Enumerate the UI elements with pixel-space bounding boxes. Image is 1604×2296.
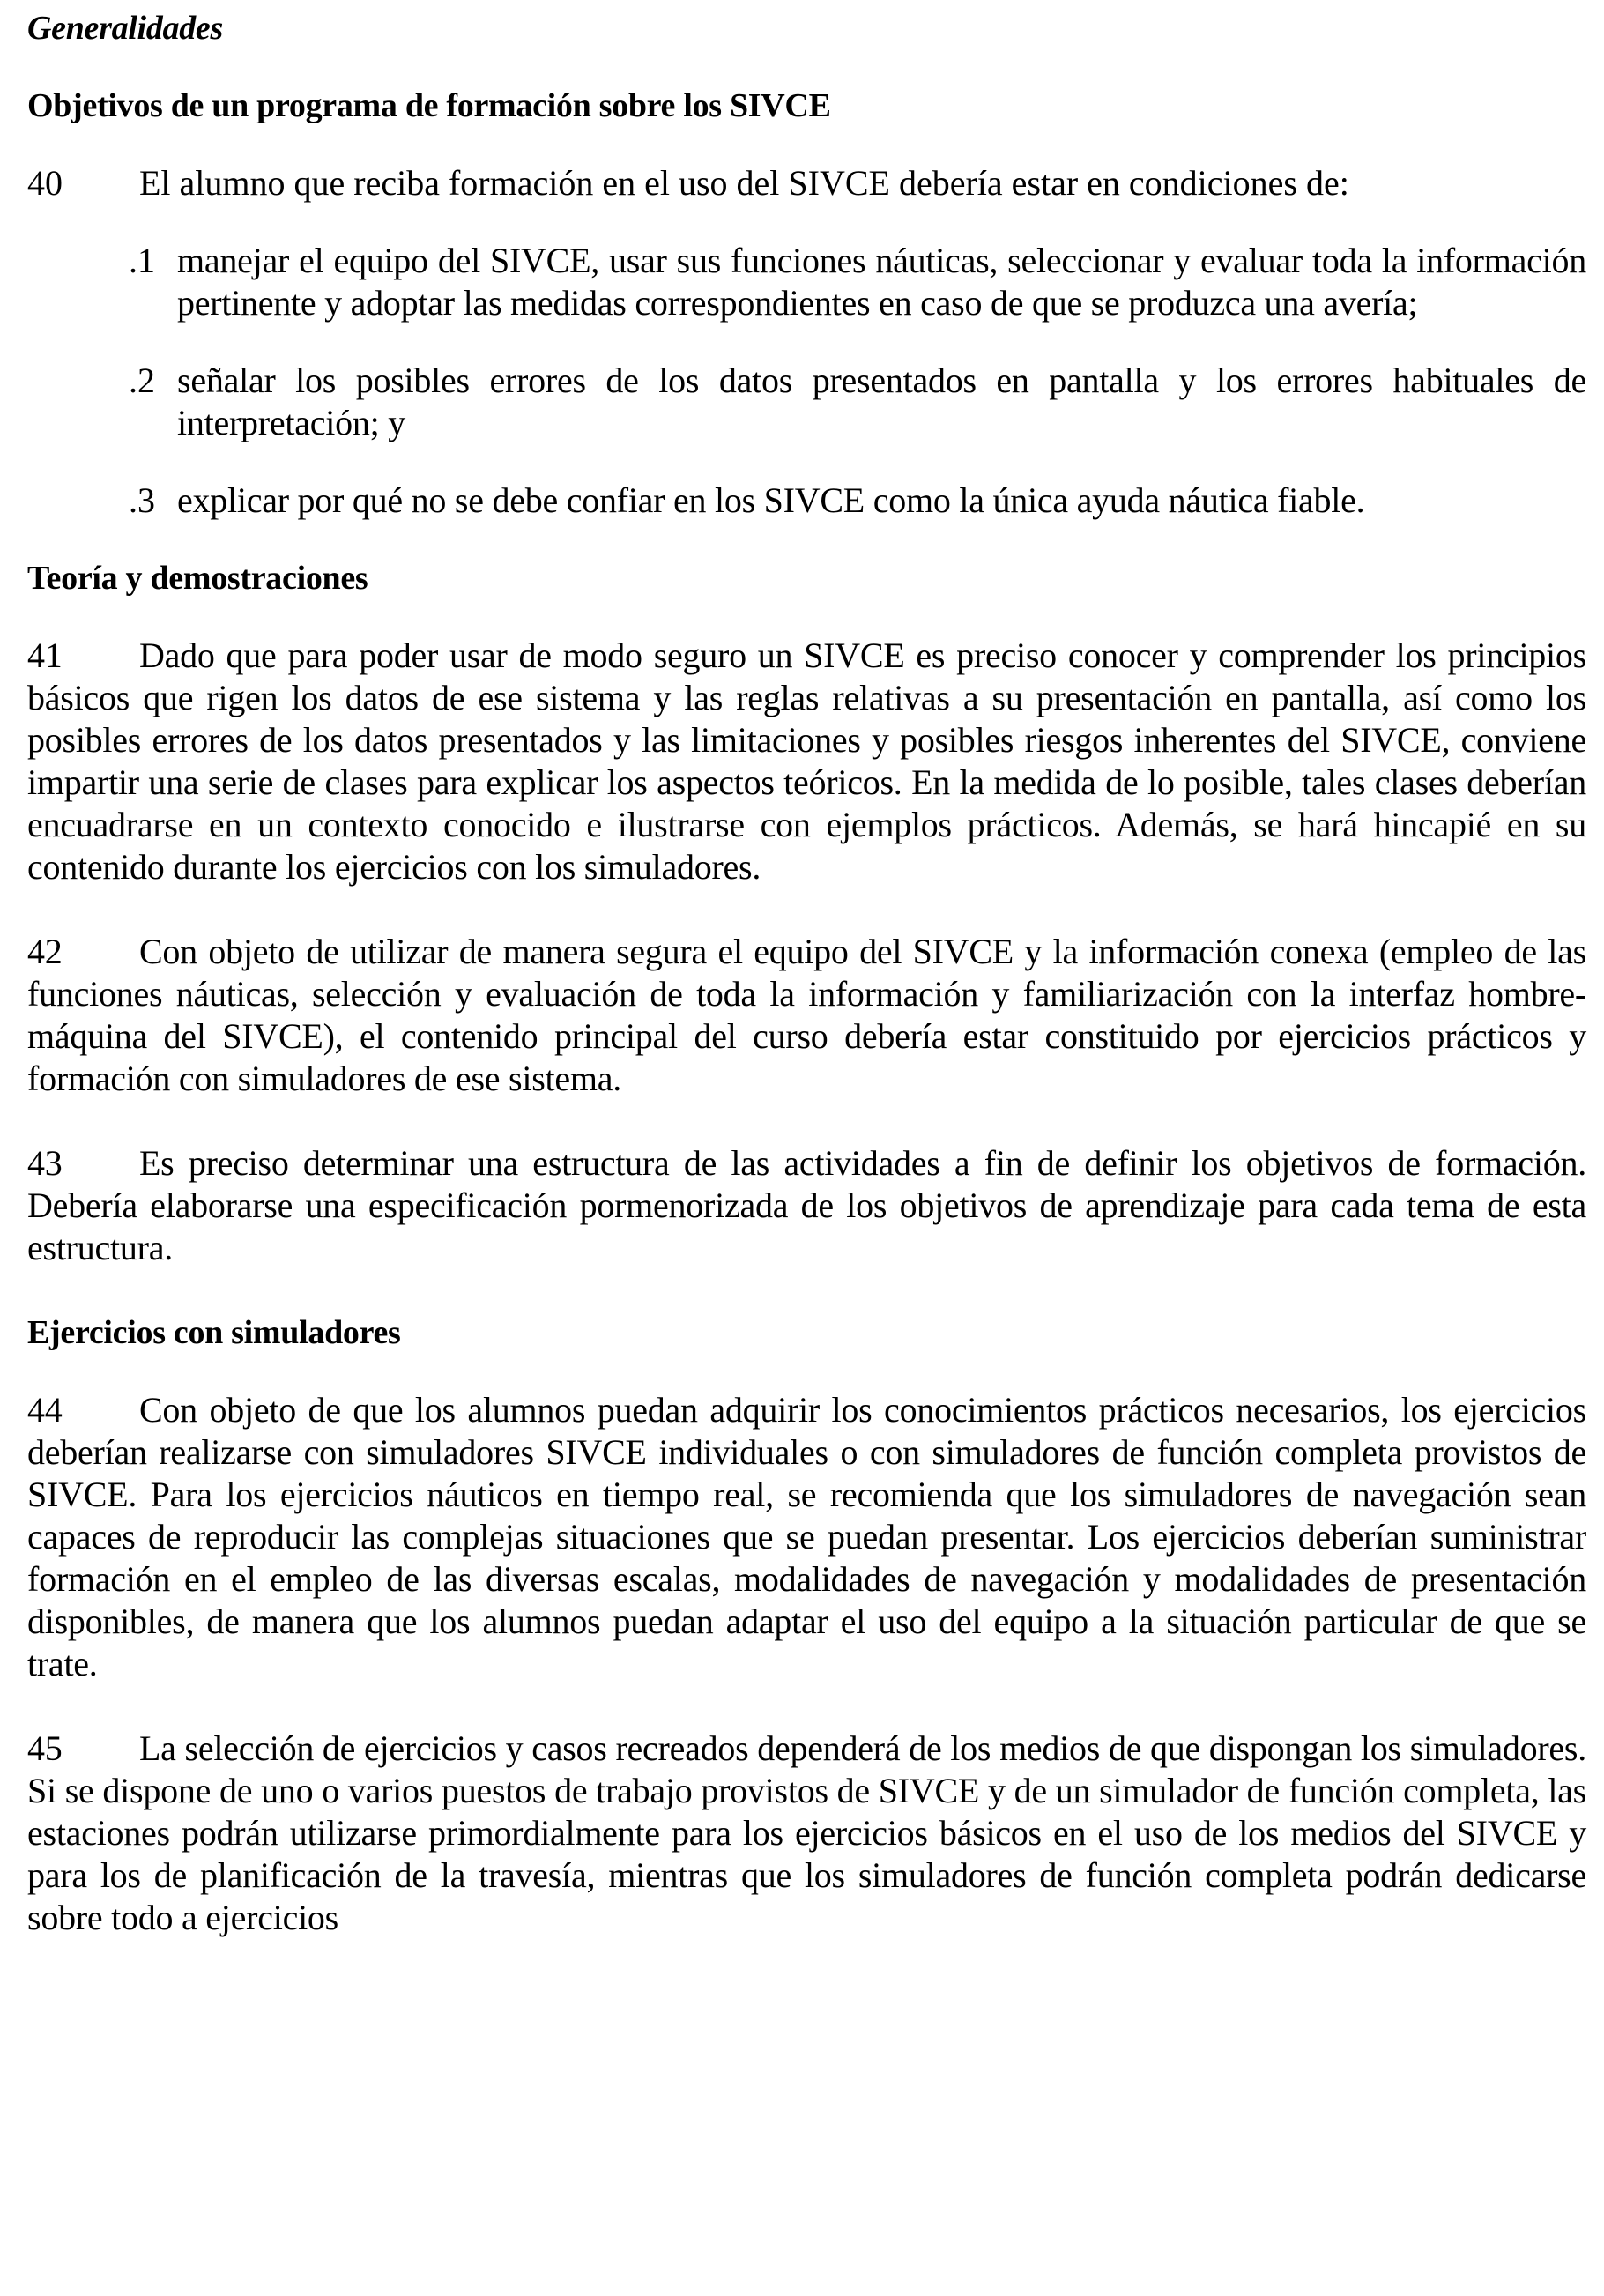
paragraph-number: 42	[27, 932, 63, 971]
paragraph-number: 41	[27, 635, 63, 675]
paragraph-41	[27, 635, 1586, 888]
list-item-3	[27, 479, 1586, 522]
paragraph-text: Con objeto de que los alumnos puedan adquirir los conocimientos prácticos necesarios, los ejercicios deberían realizarse con simuladores SIVCE individuales o con simuladores de función completa provistos de SIVCE. Para los ejercicios náuticos en tiempo real, se recomienda que los simuladores de navegación sean capaces de reproducir las complejas situaciones que se puedan presentar. Los ejercicios deberían suministrar formación en el empleo de las diversas escalas, modalidades de navegación y modalidades de presentación disponibles, de manera que los alumnos puedan adaptar el uso del equipo a la situación particular de que se trate.	[27, 1390, 1586, 1683]
heading-objetivos: Objetivos de un programa de formación sobre los SIVCE	[27, 87, 831, 124]
list-item-number: .3	[129, 480, 155, 520]
section-title-generalidades: Generalidades	[27, 10, 223, 47]
list-item-text: señalar los posibles errores de los datos presentados en pantalla y los errores habituales de interpretación; y	[177, 360, 1586, 442]
paragraph-text: La selección de ejercicios y casos recreados dependerá de los medios de que dispongan los simuladores. Si se dispone de uno o varios puestos de trabajo provistos de SIVCE y de un simulador de función completa, las estaciones podrán utilizarse primordialmente para los ejercicios básicos en el uso de los medios del SIVCE y para los de planificación de la travesía, mientras que los simuladores de función completa podrán dedicarse sobre todo a ejercicios	[27, 1728, 1586, 1937]
heading-teoria: Teoría y demostraciones	[27, 560, 368, 597]
paragraph-text: Con objeto de utilizar de manera segura el equipo del SIVCE y la información conexa (empleo de las funciones náuticas, selección y evaluación de toda la información y familiarización con la interfaz hombre-máquina del SIVCE), el contenido principal del curso debería estar constituido por ejercicios prácticos y formación con simuladores de ese sistema.	[27, 932, 1586, 1098]
paragraph-number: 45	[27, 1728, 63, 1768]
paragraph-42	[27, 931, 1586, 1100]
paragraph-40	[27, 162, 1586, 204]
list-item-2	[27, 360, 1586, 444]
paragraph-text: El alumno que reciba formación en el uso del SIVCE debería estar en condiciones de:	[139, 163, 1349, 203]
paragraph-number: 44	[27, 1390, 63, 1430]
heading-ejercicios: Ejercicios con simuladores	[27, 1314, 401, 1351]
paragraph-number: 43	[27, 1143, 63, 1183]
paragraph-43	[27, 1142, 1586, 1269]
paragraph-number: 40	[27, 163, 63, 203]
list-item-1	[27, 240, 1586, 324]
list-item-text: manejar el equipo del SIVCE, usar sus funciones náuticas, seleccionar y evaluar toda la información pertinente y adoptar las medidas correspondientes en caso de que se produzca una avería;	[177, 241, 1586, 323]
paragraph-44	[27, 1389, 1586, 1685]
list-item-number: .1	[129, 241, 155, 280]
list-item-number: .2	[129, 360, 155, 400]
paragraph-text: Dado que para poder usar de modo seguro un SIVCE es preciso conocer y comprender los principios básicos que rigen los datos de ese sistema y las reglas relativas a su presentación en pantalla, así como los posibles errores de los datos presentados y las limitaciones y posibles riesgos inherentes del SIVCE, conviene impartir una serie de clases para explicar los aspectos teóricos. En la medida de lo posible, tales clases deberían encuadrarse en un contexto conocido e ilustrarse con ejemplos prácticos. Además, se hará hincapié en su contenido durante los ejercicios con los simuladores.	[27, 635, 1586, 887]
paragraph-text: Es preciso determinar una estructura de las actividades a fin de definir los objetivos de formación. Debería elaborarse una especificación pormenorizada de los objetivos de aprendizaje para cada tema de esta estructura.	[27, 1143, 1586, 1267]
list-item-text: explicar por qué no se debe confiar en los SIVCE como la única ayuda náutica fiable.	[177, 480, 1365, 520]
paragraph-45	[27, 1728, 1586, 1939]
